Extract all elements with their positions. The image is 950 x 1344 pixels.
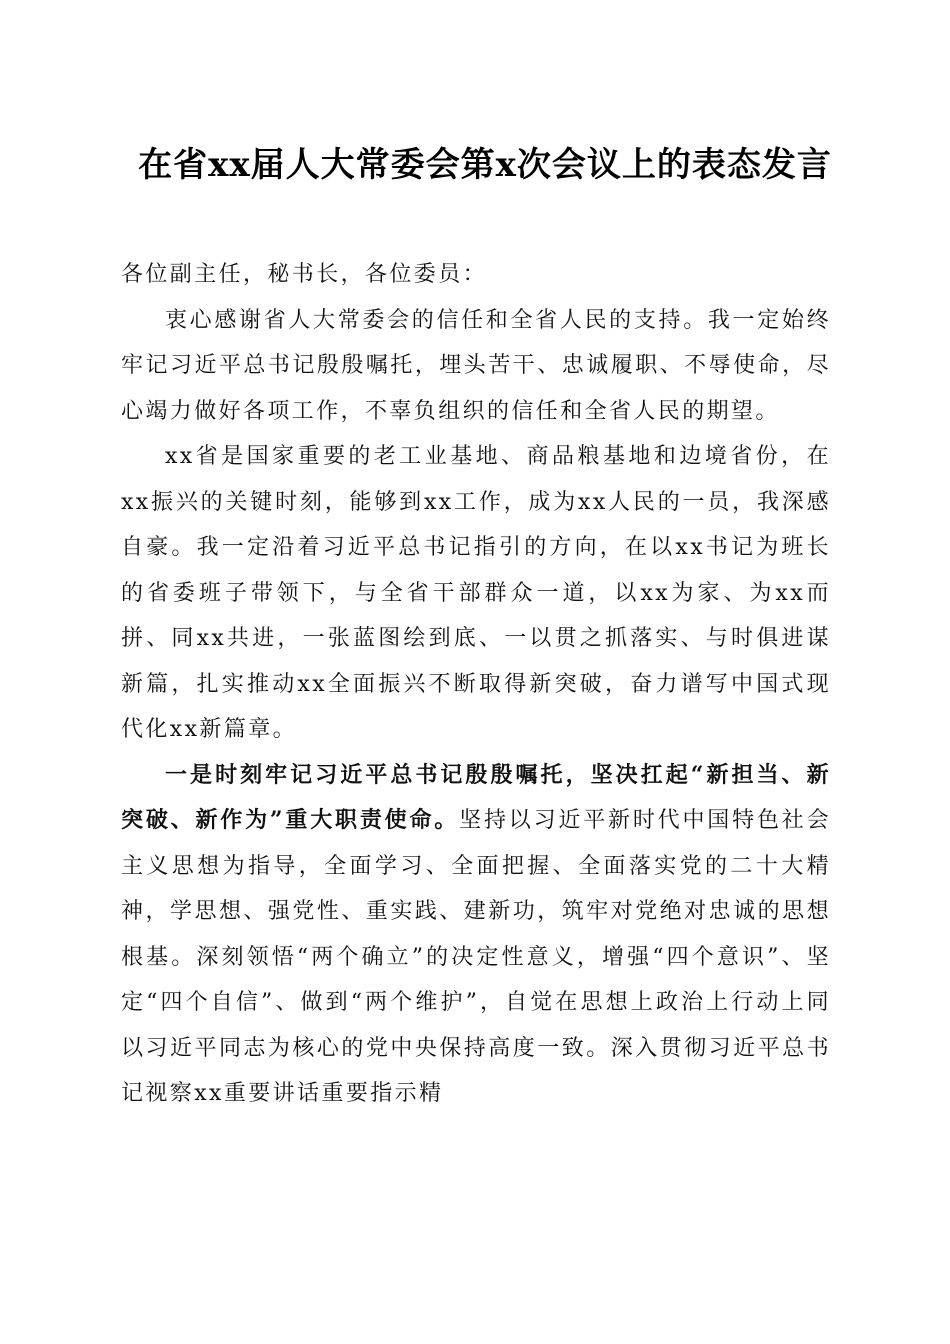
salutation: 各位副主任，秘书长，各位委员： bbox=[121, 262, 488, 287]
paragraph-commitment: xx省是国家重要的老工业基地、商品粮基地和边境省份，在xx振兴的关键时刻，能够到xx工作，成为xx人民的一员，我深感自豪。我一定沿着习近平总书记指引的方向，在以xx书记为班长的省委班子带领下，与全省干部群众一道，以xx为家、为xx而拼、同xx共进，一张蓝图绘到底、一以贯之抓落实、与时俱进谋新篇，扎实推动xx全面振兴不断取得新突破，奋力谱写中国式现代化xx新篇章。 bbox=[121, 444, 831, 742]
paragraph-first-point bbox=[121, 753, 831, 1117]
first-point-body: 坚持以习近平新时代中国特色社会主义思想为指导，全面学习、全面把握、全面落实党的二十大精神，学思想、强党性、重实践、建新功，筑牢对党绝对忠诚的思想根基。深刻领悟“两个确立”的决定性意义，增强“四个意识”、坚定“四个自信”、做到“两个维护”，自觉在思想上政治上行动上同以习近平同志为核心的党中央保持高度一致。深入贯彻习近平总书记视察xx重要讲话重要指示精 bbox=[121, 808, 831, 1106]
paragraph-thanks: 衷心感谢省人大常委会的信任和全省人民的支持。我一定始终牢记习近平总书记殷殷嘱托，埋头苦干、忠诚履职、不辱使命，尽心竭力做好各项工作，不辜负组织的信任和全省人民的期望。 bbox=[121, 307, 831, 424]
first-point-heading: 一是时刻牢记习近平总书记殷殷嘱托，坚决扛起“新担当、新突破、新作为”重大职责使命。 bbox=[121, 761, 831, 833]
document-title: 在省xx届人大常委会第x次会议上的表态发言 bbox=[138, 145, 832, 185]
document-body bbox=[121, 252, 831, 1117]
